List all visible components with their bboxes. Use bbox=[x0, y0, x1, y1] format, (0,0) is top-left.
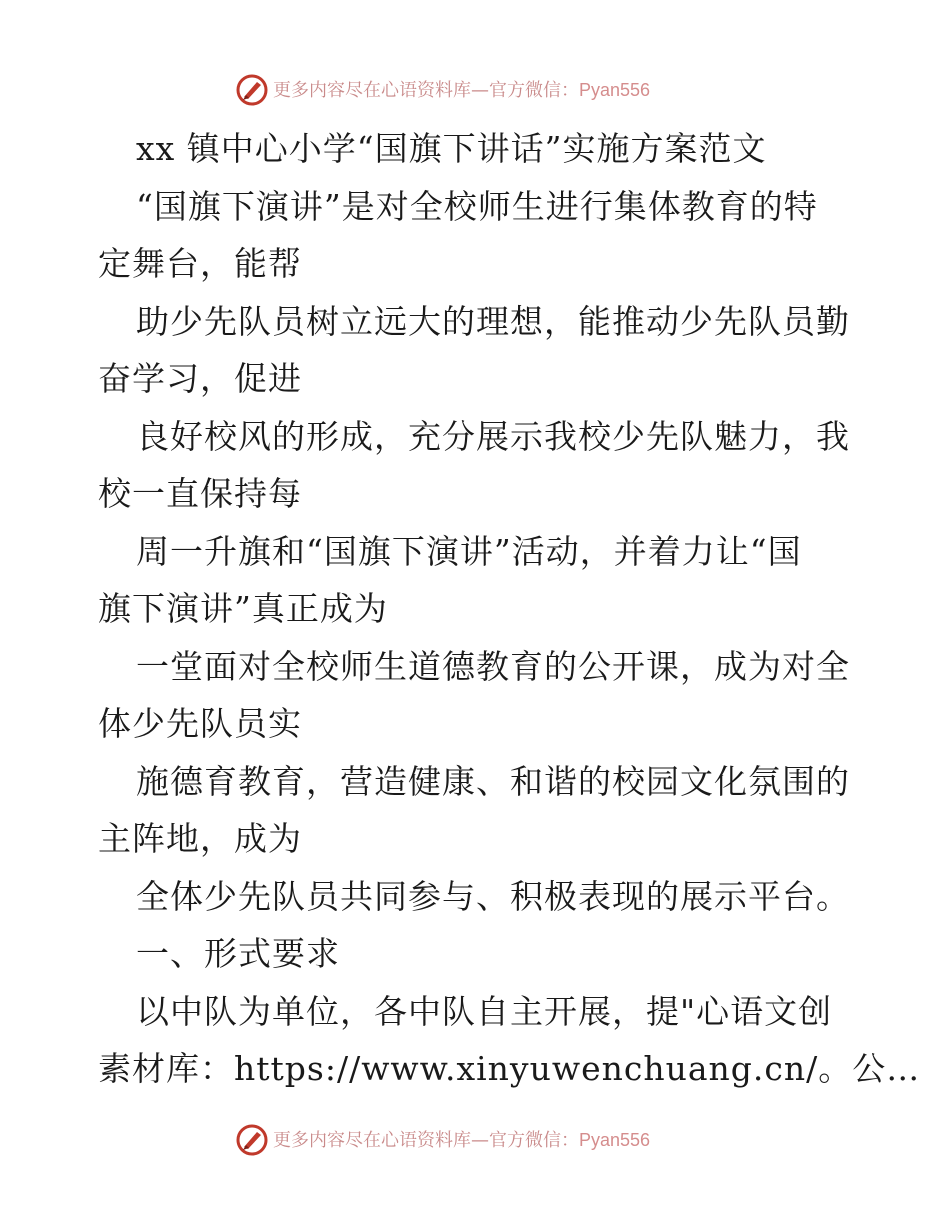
paragraph-line: 助少先队员树立远大的理想，能推动少先队员勤 bbox=[136, 301, 850, 341]
banner-dash: — bbox=[471, 1129, 489, 1151]
document-title: xx 镇中心小学“国旗下讲话”实施方案范文 bbox=[136, 129, 767, 168]
banner-dash: — bbox=[471, 79, 489, 101]
banner-wechat-id: Pyan556 bbox=[579, 1129, 651, 1150]
document-body bbox=[98, 120, 921, 1098]
paragraph-line: 校一直保持每 bbox=[98, 474, 302, 513]
paragraph-line: 全体少先队员共同参与、积极表现的展示平台。 bbox=[136, 876, 850, 916]
quill-pen-logo-icon bbox=[235, 73, 269, 107]
banner-wechat-label: 官方微信： bbox=[489, 79, 579, 101]
paragraph-line: 施德育教育，营造健康、和谐的校园文化氛围的 bbox=[136, 761, 850, 801]
paragraph-line: 一堂面对全校师生道德教育的公开课，成为对全 bbox=[136, 646, 850, 686]
paragraph-line: 周一升旗和“国旗下演讲”活动，并着力让“国 bbox=[136, 531, 802, 571]
section-heading: 一、形式要求 bbox=[136, 934, 340, 973]
banner-wechat-label: 官方微信： bbox=[489, 1129, 579, 1151]
banner-text bbox=[273, 80, 650, 101]
quill-pen-logo-icon bbox=[235, 1123, 269, 1157]
banner-wechat-id: Pyan556 bbox=[579, 79, 651, 100]
banner-text bbox=[273, 1130, 650, 1151]
paragraph-line: 主阵地，成为 bbox=[98, 819, 302, 858]
paragraph-line: 良好校风的形成，充分展示我校少先队魅力，我 bbox=[136, 416, 850, 456]
paragraph-line: 定舞台，能帮 bbox=[98, 244, 302, 283]
paragraph-line: 素材库：https://www.xinyuwenchuang.cn/。公… bbox=[98, 1049, 921, 1088]
paragraph-line: “国旗下演讲”是对全校师生进行集体教育的特 bbox=[136, 186, 818, 226]
paragraph-line: 体少先队员实 bbox=[98, 704, 302, 743]
banner-slogan: 更多内容尽在心语资料库 bbox=[273, 1129, 471, 1151]
paragraph-line: 以中队为单位，各中队自主开展，提"心语文创 bbox=[136, 991, 833, 1031]
paragraph-line: 旗下演讲”真正成为 bbox=[98, 589, 388, 628]
header-banner bbox=[235, 72, 650, 108]
footer-banner bbox=[235, 1122, 650, 1158]
paragraph-line: 奋学习，促进 bbox=[98, 359, 302, 398]
banner-slogan: 更多内容尽在心语资料库 bbox=[273, 79, 471, 101]
